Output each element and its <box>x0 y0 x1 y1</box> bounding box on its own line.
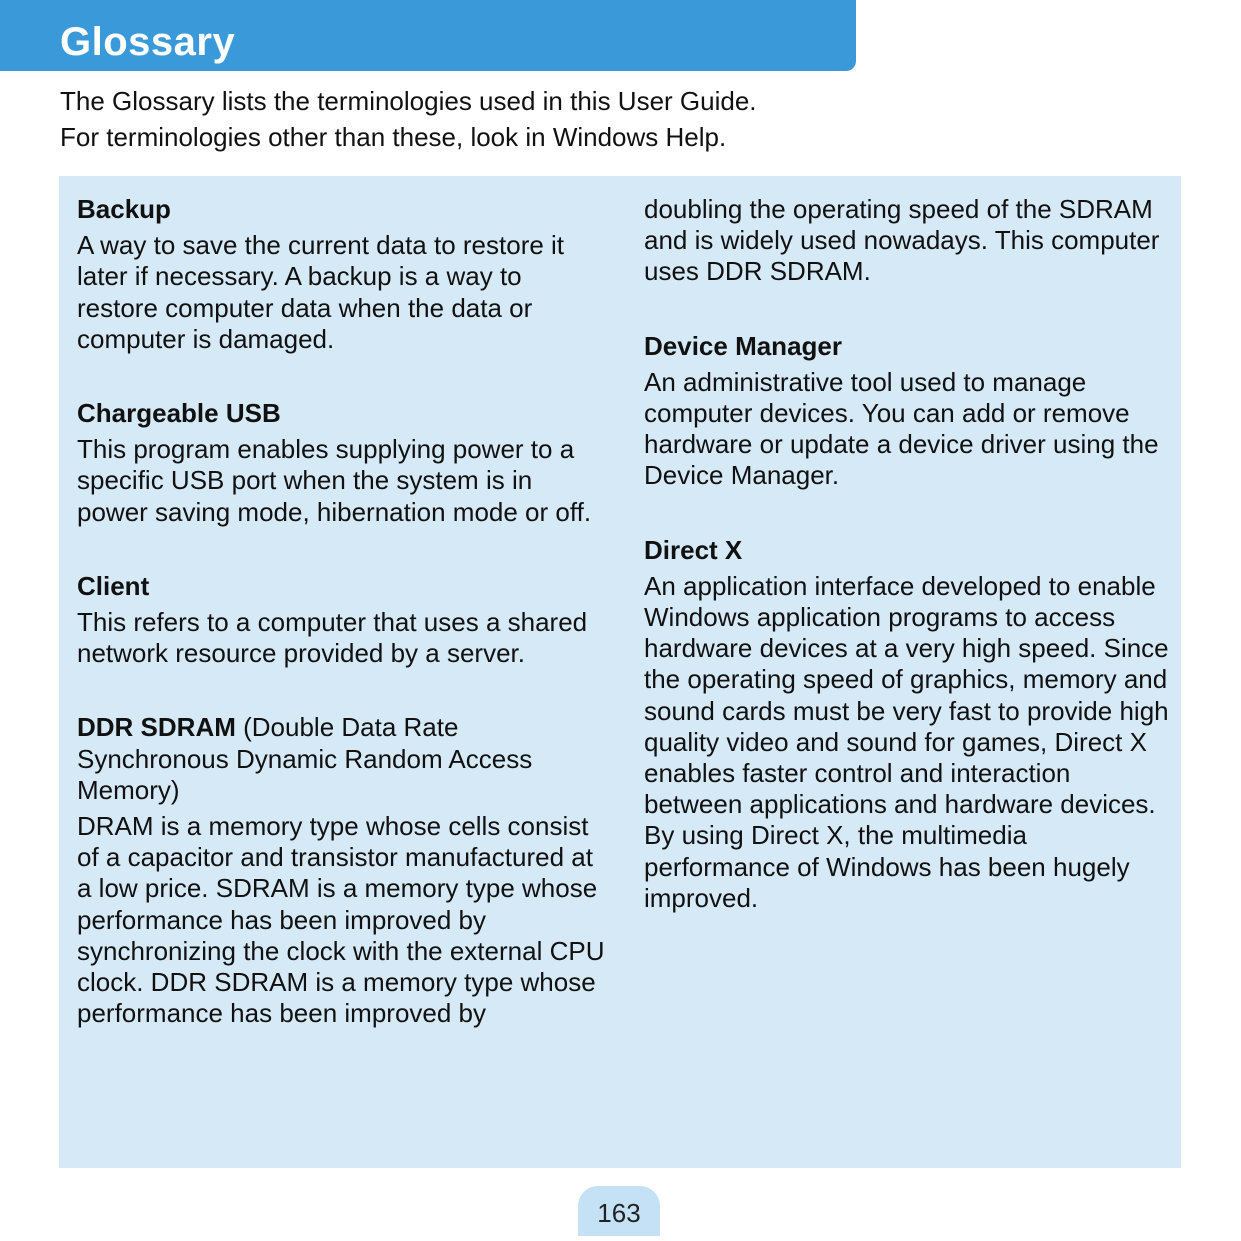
glossary-entry-device-manager <box>644 331 1169 492</box>
term-title: Backup <box>77 194 171 224</box>
intro-line-2: For terminologies other than these, look in Windows Help. <box>60 122 727 152</box>
page-number: 163 <box>597 1198 641 1228</box>
glossary-panel <box>59 176 1181 1168</box>
glossary-entry-direct-x <box>644 535 1169 914</box>
term-definition: This program enables supplying power to a specific USB port when the system is in power saving mode, hibernation mode or off. <box>77 434 592 527</box>
term-title: Client <box>77 570 150 601</box>
intro-line-1: The Glossary lists the terminologies used in this User Guide. <box>60 86 757 116</box>
page-number-tab <box>578 1186 660 1236</box>
glossary-entry-ddr-sdram <box>77 712 607 1029</box>
term-title: Chargeable USB <box>77 398 281 429</box>
term-title <box>77 712 607 806</box>
term-definition: An administrative tool used to manage computer devices. You can add or remove hardware or update a device driver using the Device Manager. <box>644 366 1159 491</box>
term-definition-continued: doubling the operating speed of the SDRAM and is widely used nowadays. This computer uses DDR SDRAM. <box>644 194 1160 287</box>
glossary-entry-client <box>77 571 607 670</box>
term-title: Direct X <box>644 534 743 565</box>
term-definition: An application interface developed to enable Windows application programs to access hardware devices at a very high speed. Since the operating speed of graphics, memory and sound cards must be very fast to provide high quality video and sound for games, Direct X enables faster control and interaction between applications and hardware devices. By using Direct X, the multimedia performance of Windows has been hugely improved. <box>644 570 1169 913</box>
glossary-column-right <box>644 194 1169 957</box>
term-expansion: (Double Data Rate Synchronous Dynamic Random Access Memory) <box>77 712 533 805</box>
glossary-entry-backup <box>77 194 607 355</box>
term-title: Device Manager <box>644 330 842 361</box>
glossary-column-left <box>77 194 607 1029</box>
intro-text <box>60 83 860 155</box>
term-definition: A way to save the current data to restore it later if necessary. A backup is a way to restore computer data when the data or computer is damaged. <box>77 230 565 354</box>
term-definition: DRAM is a memory type whose cells consist of a capacitor and transistor manufactured at a low price. SDRAM is a memory type whose performance has been improved by synchronizing the clock with the external CPU clock. DDR SDRAM is a memory type whose performance has been improved by <box>77 811 605 1029</box>
term-name: DDR SDRAM <box>77 712 236 743</box>
title-bar <box>0 0 856 71</box>
page-title: Glossary <box>60 20 236 64</box>
term-definition: This refers to a computer that uses a shared network resource provided by a server. <box>77 607 588 669</box>
glossary-entry-chargeable-usb <box>77 398 607 528</box>
